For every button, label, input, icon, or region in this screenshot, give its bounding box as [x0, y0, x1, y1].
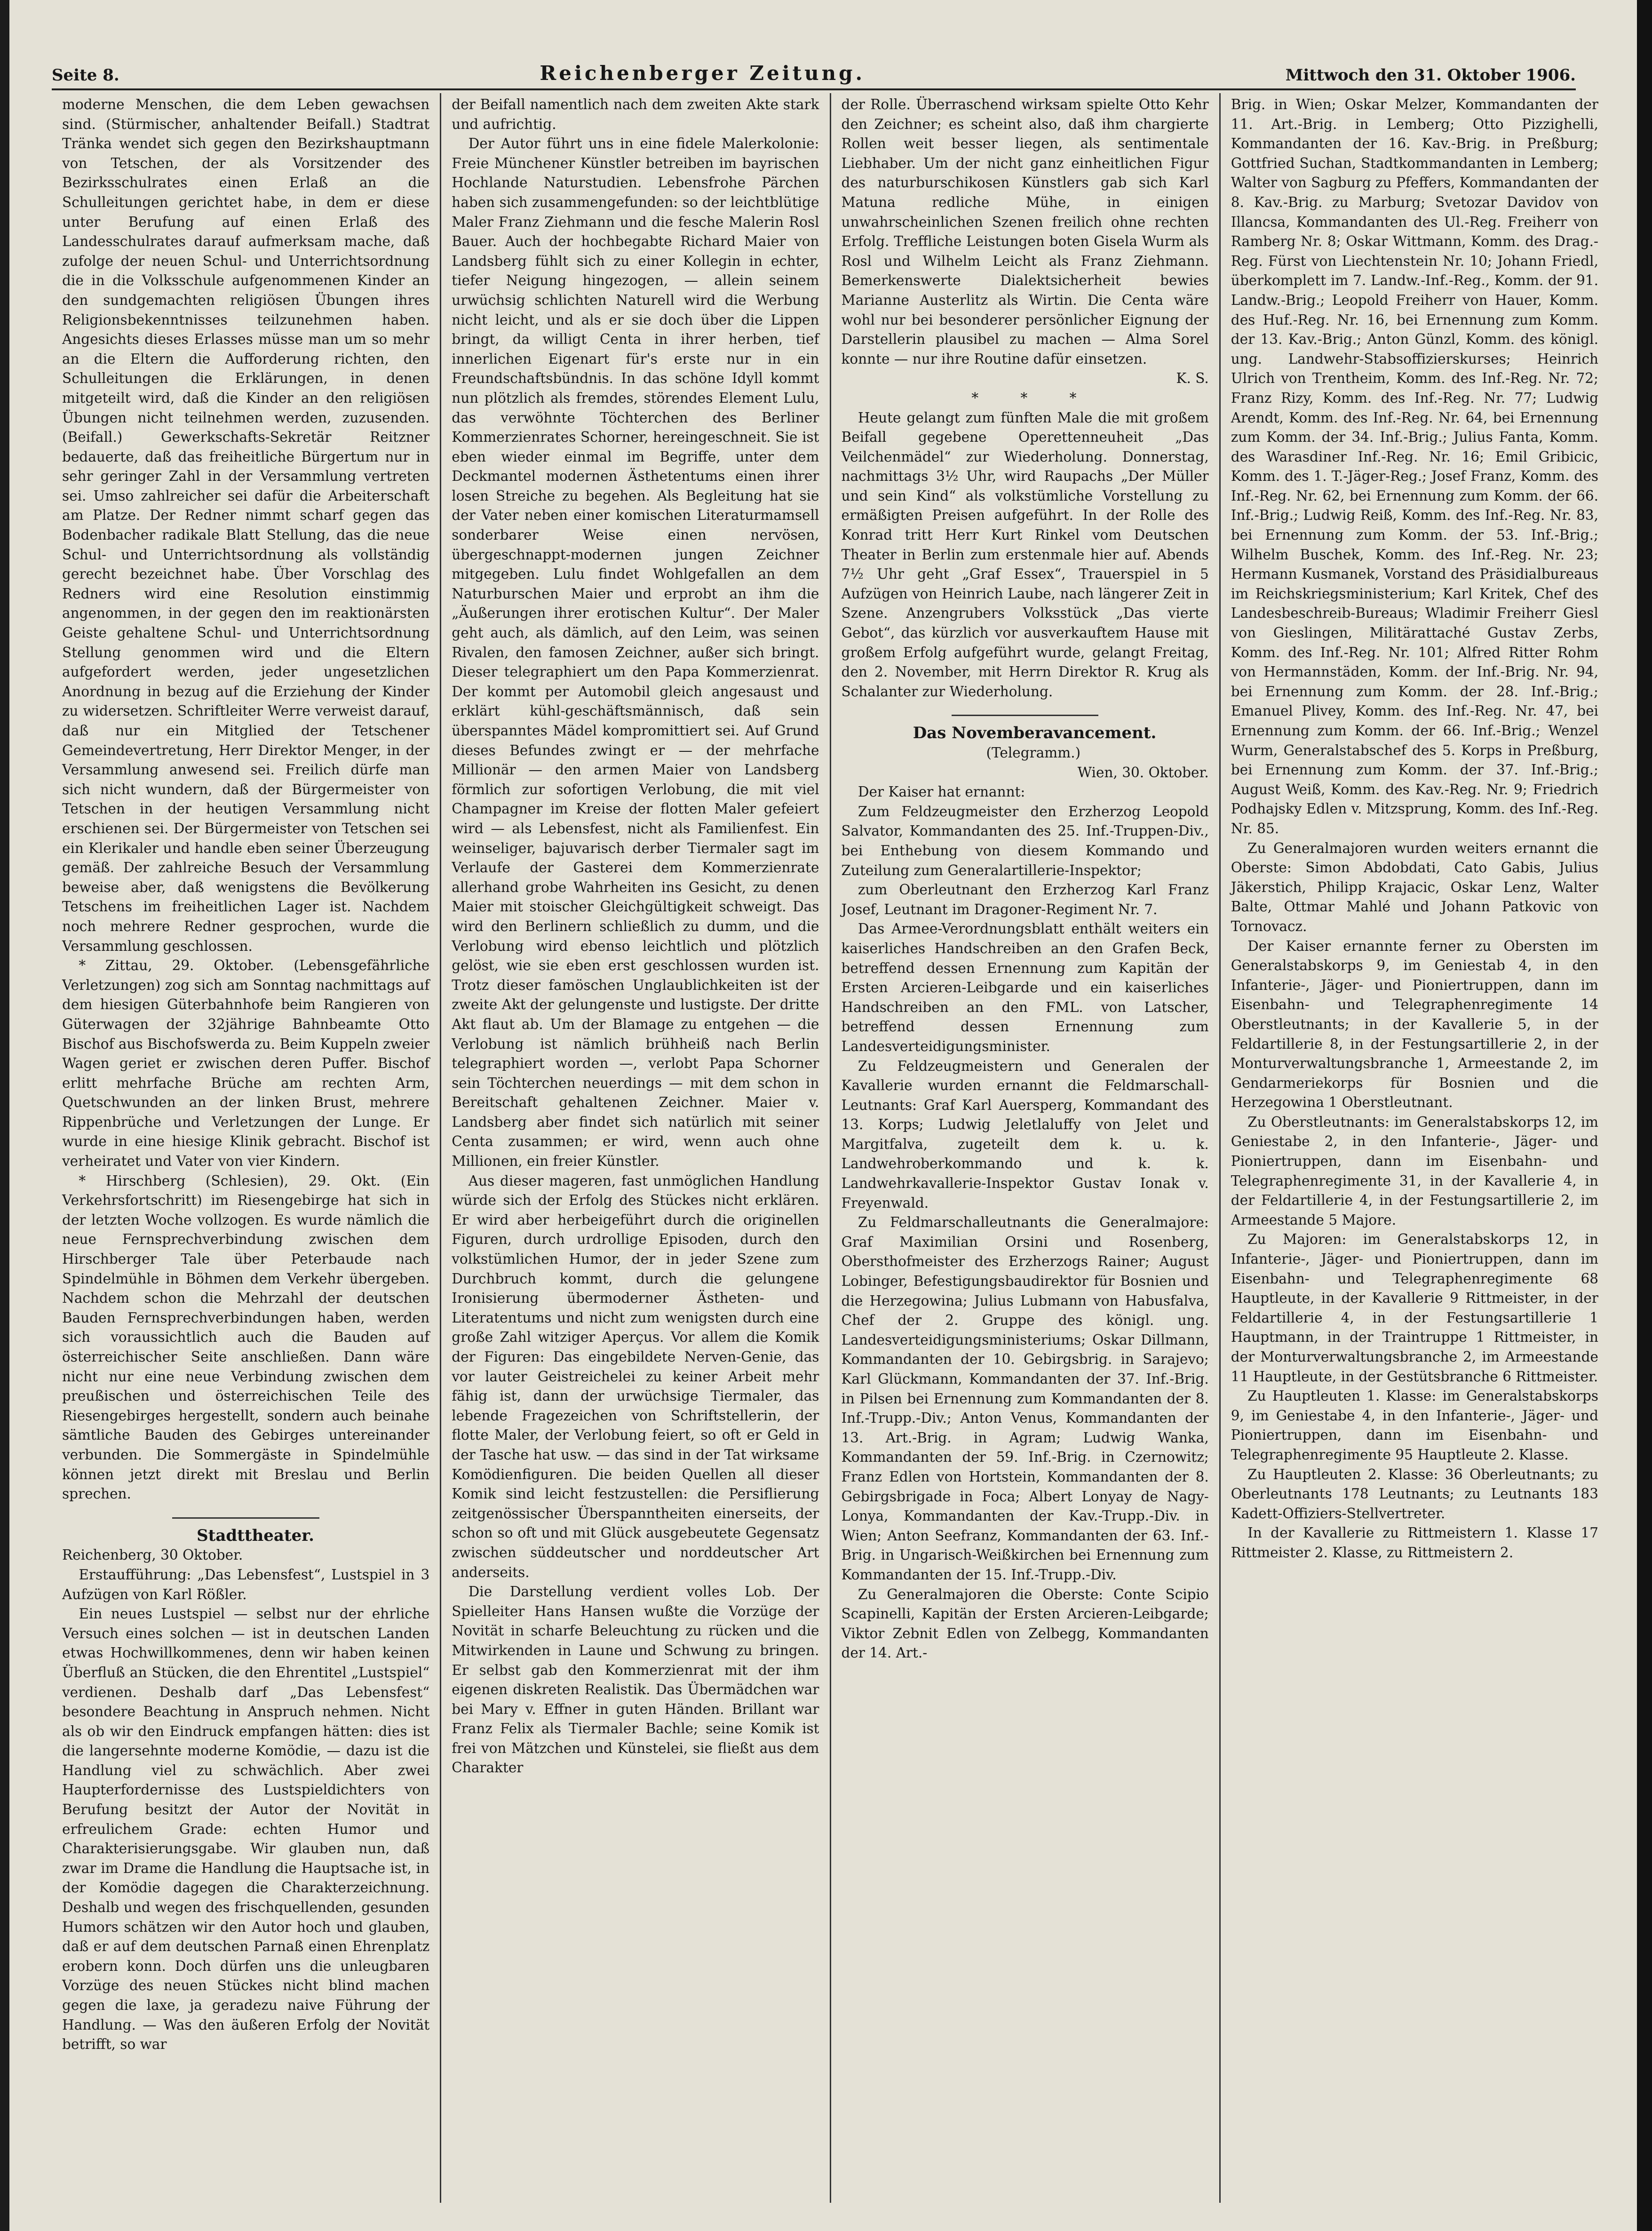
- section-divider: [172, 1517, 319, 1519]
- review-text: Der Autor führt uns in eine fidele Malerkolonie: Freie Münchener Künstler betreiben im bayrischen Hochlande Naturstudien. Lebensfrohe Pärchen haben sich zusammengefunden: so der leichtblütige Maler Franz Ziehmann und die fesche Malerin Rosl Bauer. Auch der hochbegabte Richard Maier von Landsberg fühlt sich zu einer Kollegin in echter, tiefer Neigung hingezogen, — allein seinem urwüchsig schlichten Naturell wird die Werbung nicht leicht, und als er sie doch über die Lippen bringt, da willigt Centa in ihrer herben, tief innerlichen Eigenart für's erste nur in ein Freundschaftsbündnis. In das schöne Idyll kommt nun plötzlich als fremdes, störendes Element Lulu, das verwöhnte Töchterchen des Berliner Kommerzienrates Schorner, hereingeschneit. Sie ist eben wieder einmal im Begriffe, unter dem Deckmantel modernen Ästhetentums einen ihrer losen Streiche zu begehen. Als Begleitung hat sie der Vater neben einer komischen Literaturmamsell sonderbarer Weise einen nervösen, übergeschnappt-modernen jungen Zeichner mitgegeben. Lulu findet Wohlgefallen an dem Naturburschen Maier und erprobt an ihm die „Äußerungen ihrer erotischen Kultur“. Der Maler geht auch, als dämlich, auf den Leim, was seinen Rivalen, den famosen Zeichner, außer sich bringt. Dieser telegraphiert um den Papa Kommerzienrat. Der kommt per Automobil gleich angesaust und erklärt kühl-geschäftsmännisch, daß sein überspanntes Mädel kompromittiert sei. Auf Grund dieses Befundes zwingt er — der mehrfache Millionär — den armen Maier von Landsberg förmlich zur sofortigen Verlobung, die mit viel Champagner im Kreise der flotten Maler gefeiert wird — als Lebensfest, nicht als Familienfest. Ein weinseliger, bajuvarisch derber Tiermaler sagt im Verlaufe der Gasterei dem Kommerzienrate allerhand grobe Wahrheiten ins Gesicht, zu denen Maier mit stoischer Gleichgültigkeit schweigt. Das wird den Berlinern schließlich zu dumm, und die Verlobung wird ebenso leichtlich und plötzlich gelöst, wie sie eben erst geschlossen wurden ist. Trotz dieser famöschen Unglaublichkeiten ist der zweite Akt der gelungenste und lustigste. Der dritte Akt flaut ab. Um der Blamage zu entgehen — die Verlobung ist nämlich brühheiß nach Berlin telegraphiert worden —, verlobt Papa Schorner sein Töchterchen neuerdings — mit dem schon in Bereitschaft gehaltenen Zeichner. Maier v. Landsberg aber findet sich natürlich mit seiner Centa zusammen; er wird, wenn auch ohne Millionen, ein freier Künstler.: [452, 135, 819, 1170]
- article-text: moderne Menschen, die dem Leben gewachsen sind. (Stürmischer, anhaltender Beifall.) Stadtrat Tränka wendet sich gegen den Bezirkshauptmann von Tetschen, der als Vorsitzender des Bezirksschulrates einen Erlaß an die Schulleitungen gerichtet habe, in dem er diese unter Berufung auf einen Erlaß des Landesschulrates darauf aufmerksam mache, daß zufolge der neuen Schul- und Unterrichtsordnung die in die Volksschule aufgenommenen Kinder an den sundgemachten religiösen Übungen ihres Religionsbekenntnisses teilzunehmen haben. Angesichts dieses Erlasses müsse man um so mehr an die Eltern die Aufforderung richten, den Schulleitungen die Erklärungen, in denen mitgeteilt wird, daß die Kinder an den religiösen Übungen nicht teilnehmen werden, zuzusenden. (Beifall.) Gewerkschafts-Sekretär Reitzner bedauerte, daß das freiheitliche Bürgertum nur in sehr geringer Zahl in der Versammlung vertreten sei. Umso zahlreicher sei dafür die Arbeiterschaft am Platze. Der Redner nimmt scharf gegen das Bodenbacher radikale Blatt Stellung, das die neue Schul- und Unterrichtsordnung als vollständig gerecht bezeichnet habe. Über Vorschlag des Redners wird eine Resolution einstimmig angenommen, in der gegen den im reaktionärsten Geiste gehaltene Schul- und Unterrichtsordnung Stellung genommen wird und die Eltern aufgefordert werden, jeder ungesetzlichen Anordnung in bezug auf die Erziehung der Kinder zu widersetzen. Schriftleiter Werre verweist darauf, daß nur ein Mitglied der Tetschener Gemeindevertretung, Herr Direktor Menger, in der Versammlung anwesend sei. Freilich dürfe man sich nicht wundern, daß der Bürgermeister von Tetschen in der heutigen Versammlung nicht erschienen sei. Der Bürgermeister von Tetschen sei ein Klerikaler und handle eben seiner Überzeugung gemäß. Der zahlreiche Besuch der Versammlung beweise aber, daß wenigstens die Bevölkerung Tetschens im freiheitlichen Lager ist. Nachdem noch mehrere Redner gesprochen, wurde die Versammlung geschlossen.: [62, 96, 430, 954]
- news-item-zittau: * Zittau, 29. Oktober. (Lebensgefährliche Verletzungen) zog sich am Sonntag nachmittags auf dem hiesigen Güterbahnhofe beim Rangieren von Güterwagen der 32jährige Bahnbeamte Otto Bischof aus Bischofswerda zu. Beim Kuppeln zweier Wagen geriet er zwischen deren Puffer. Bischof erlitt mehrfache Brüche am rechten Arm, Quetschwunden an der linken Brust, mehrere Rippenbrüche und Verletzungen der Lunge. Er wurde in eine hiesige Klinik gebracht. Bischof ist verheiratet und Vater von vier Kindern.: [62, 957, 430, 1170]
- article-text: Zum Feldzeugmeister den Erzherzog Leopold Salvator, Kommandanten des 25. Inf.-Truppen-Div., bei Enthebung von diesem Kommando und Zuteilung zum Generalartillerie-Inspektor;: [841, 803, 1209, 878]
- theater-notice: Heute gelangt zum fünften Male die mit großem Beifall gegebene Operettenneuheit „Das Veilchenmädel“ zur Wiederholung. Donnerstag, nachmittags 3½ Uhr, wird Raupachs „Der Müller und sein Kind“ als volkstümliche Vorstellung zu ermäßigten Preisen aufgeführt. In der Rolle des Konrad tritt Herr Kurt Rinkel vom Deutschen Theater in Berlin zum erstenmale hier auf. Abends 7½ Uhr geht „Graf Essex“, Trauerspiel in 5 Aufzügen von Heinrich Laube, nach längerer Zeit in Szene. Anzengrubers Volksstück „Das vierte Gebot“, das kürzlich vor ausverkauftem Hause mit großem Erfolg aufgeführt wurde, gelangt Freitag, den 2. November, mit Herrn Direktor R. Krug als Schalanter zur Wiederholung.: [841, 409, 1209, 700]
- article-text: Zu Generalmajoren die Oberste: Conte Scipio Scapinelli, Kapitän der Ersten Arcieren-Leibgarde; Viktor Zebnit Edlen von Zelbegg, Kommandanten der 14. Art.-: [841, 1586, 1209, 1661]
- section-divider: [952, 715, 1099, 716]
- column-4: [1221, 93, 1609, 2203]
- column-2: [441, 93, 831, 2203]
- article-text: Der Kaiser hat ernannt:: [858, 784, 1025, 800]
- dateline: Reichenberg, 30 Oktober.: [62, 1547, 243, 1563]
- section-stars: * * *: [971, 390, 1096, 406]
- author-signature: K. S.: [1176, 370, 1209, 387]
- review-text: Ein neues Lustspiel — selbst nur der ehrliche Versuch eines solchen — ist in deutschen Landen etwas Hochwillkommenes, denn wir haben keinen Überfluß an Stücken, die den Ehrentitel „Lustspiel“ verdienen. Deshalb darf „Das Lebensfest“ besondere Beachtung in Anspruch nehmen. Nicht als ob wir den Eindruck empfangen hätten: dies ist die langersehnte moderne Komödie, — dazu ist die Handlung viel zu schwächlich. Aber zwei Haupterfordernisse des Lustspieldichters von Berufung besitzt der Autor der Novität in erfreulichem Grade: echten Humor und Charakterisierungsgabe. Wir glauben nun, daß zwar im Drame die Handlung die Hauptsache ist, in der Komödie dagegen die Charakterzeichnung. Deshalb und wegen des frischquellenden, gesunden Humors schätzen wir den Autor hoch und glauben, daß er auf dem deutschen Parnaß einen Ehrenplatz erobern konn. Doch dürfen uns die unleugbaren Vorzüge des neuen Stückes nicht blind machen gegen die laxe, ja geradezu naive Führung der Handlung. — Was den äußeren Erfolg der Novität betrifft, so war: [62, 1606, 430, 2053]
- review-text: Die Darstellung verdient volles Lob. Der Spielleiter Hans Hansen wußte die Vorzüge der Novität in scharfe Beleuchtung zu rücken und die Mitwirkenden in Laune und Schwung zu bringen. Er selbst gab den Kommerzienrat mit der ihm eigenen diskreten Realistik. Das Übermädchen war bei Mary v. Effner in guten Händen. Brillant war Franz Felix als Tiermaler Bachle; seine Komik ist frei von Mätzchen und Künstelei, sie fließt aus dem Charakter: [452, 1584, 819, 1776]
- article-text: Zu Feldmarschalleutnants die Generalmajore: Graf Maximilian Orsini und Rosenberg, Obersthofmeister des Erzherzogs Rainer; August Lobinger, Befestigungsbaudirektor für Bosnien und die Herzegowina; Julius Lubmann von Habusfalva, Chef der 2. Gruppe des königl. ung. Landesverteidigungsministeriums; Oskar Dillmann, Kommandanten der 10. Gebirgsbrig. in Sarajevo; Karl Glückmann, Kommandanten der 37. Inf.-Brig. in Pilsen bei Ernennung zum Kommandanten der 8. Inf.-Trupp.-Div.; Anton Venus, Kommandanten der 13. Art.-Brig. in Agram; Ludwig Wanka, Kommandanten der 59. Inf.-Brig. in Czernowitz; Franz Edlen von Hortstein, Kommandanten der 8. Gebirgsbrigade in Foca; Albert Lonyay de Nagy-Lonya, Kommandanten der Kav.-Trupp.-Div. in Wien; Anton Seefranz, Kommandanten der 63. Inf.-Brig. in Ungarisch-Weißkirchen bei Ernennung zum Kommandanten der 15. Inf.-Trupp.-Div.: [841, 1214, 1209, 1583]
- column-3: [831, 93, 1221, 2203]
- text-columns: [52, 93, 1609, 2203]
- article-text: Brig. in Wien; Oskar Melzer, Kommandanten der 11. Art.-Brig. in Lemberg; Otto Pizzighelli, Kommandanten der 16. Kav.-Brig. in Preßburg; Gottfried Suchan, Stadtkommandanten in Lemberg; Walter von Sagburg zu Pfeffers, Kommandanten der 8. Kav.-Brig. zu Marburg; Svetozar Davidov von Illancsa, Kommandanten des Ul.-Reg. Freiherr von Ramberg Nr. 8; Oskar Wittmann, Komm. des Drag.-Reg. Fürst von Liechtenstein Nr. 10; Johann Friedl, überkomplett im 7. Landw.-Inf.-Reg., Komm. der 91. Landw.-Brig.; Leopold Freiherr von Hauer, Komm. des Huf.-Reg. Nr. 16, bei Ernennung zum Komm. der 13. Kav.-Brig.; Anton Günzl, Komm. des königl. ung. Landwehr-Stabsoffizierskurses; Heinrich Ulrich von Trentheim, Komm. des Inf.-Reg. Nr. 72; Franz Rizy, Komm. des Inf.-Reg. Nr. 77; Ludwig Arendt, Komm. des Inf.-Reg. Nr. 64, bei Ernennung zum Komm. der 34. Inf.-Brig.; Julius Fanta, Komm. des Warasdiner Inf.-Reg. Nr. 16; Emil Gribicic, Komm. des 1. T.-Jäger-Reg.; Josef Franz, Komm. des Inf.-Reg. Nr. 62, bei Ernennung zum Komm. der 66. Inf.-Brig.; Ludwig Reiß, Komm. des Inf.-Reg. Nr. 83, bei Ernennung zum Komm. der 53. Inf.-Brig.; Wilhelm Buschek, Komm. des Inf.-Reg. Nr. 23; Hermann Kusmanek, Vorstand des Präsidialbureaus im Reichskriegsministerium; Karl Kritek, Chef des Landesbeschreib-Bureaus; Wladimir Freiherr Giesl von Gieslingen, Militärattaché Gustav Zerbs, Komm. des Inf.-Reg. Nr. 101; Alfred Ritter Rohm von Hermannstäden, Komm. der Inf.-Brig. Nr. 94, bei Ernennung zum Komm. der 28. Inf.-Brig.; Emanuel Plivey, Komm. des Inf.-Reg. Nr. 47, bei Ernennung zum Komm. der 66. Inf.-Brig.; Wenzel Wurm, Generalstabschef des 5. Korps in Preßburg, bei Ernennung zum Komm. der 37. Inf.-Brig.; August Weiß, Komm. des Kav.-Reg. Nr. 9; Friedrich Podhajsky Edlen v. Mitzsprung, Komm. des Inf.-Reg. Nr. 85.: [1231, 96, 1598, 837]
- dateline: Wien, 30. Oktober.: [1077, 764, 1209, 781]
- article-text: Zu Oberstleutnants: im Generalstabskorps 12, im Geniestabe 2, in den Infanterie-, Jäger- und Pioniertruppen, dann im Eisenbahn- und Telegraphenregimente 31, in der Kavallerie 4, in der Feldartillerie 4, in der Festungsartillerie 2, im Armeestande 5 Majore.: [1231, 1114, 1598, 1228]
- news-item-hirschberg: * Hirschberg (Schlesien), 29. Okt. (Ein Verkehrsfortschritt) im Riesengebirge hat sich in der letzten Woche vollzogen. Es wurde nämlich die neue Fernsprechverbindung zwischen dem Hirschberger Tale über Peterbaude nach Spindelmühle in Böhmen dem Verkehr übergeben. Nachdem schon die Mehrzahl der deutschen Bauden Fernsprechverbindungen haben, werden sich voraussichtlich auch die Bauden auf österreichischer Seite anschließen. Dann wäre nicht nur eine neue Verbindung zwischen dem preußischen und österreichischen Teile des Riesengebirges hergestellt, sondern auch beinahe sämtliche Bauden des Gebirges untereinander verbunden. Die Sommergäste in Spindelmühle können jetzt direkt mit Breslau und Berlin sprechen.: [62, 1172, 430, 1502]
- review-text: Aus dieser mageren, fast unmöglichen Handlung würde sich der Erfolg des Stückes nicht erklären. Er wird aber herbeigeführt durch die originellen Figuren, durch urdrollige Episoden, durch den volkstümlichen Humor, der in jeder Szene zum Durchbruch kommt, durch die gelungene Ironisierung übermoderner Ästheten- und Literatentums und nicht zum wenigsten durch eine große Zahl witziger Aperçus. Vor allem die Komik der Figuren: Das eingebildete Nerven-Genie, das vor lauter Geistreichelei zu keiner Arbeit mehr fähig ist, dann der urwüchsige Tiermaler, das lebende Fragezeichen von Schriftstellerin, der flotte Maler, der Verlobung feiert, so oft er Geld in der Tasche hat usw. — das sind in der Tat wirksame Komödienfiguren. Die beiden Quellen all dieser Komik sind leicht festzustellen: die Persiflierung zeitgenössischer Überspanntheiten einerseits, der schon so oft und mit Glück ausgebeutete Gegensatz zwischen süddeutscher und norddeutscher Art anderseits.: [452, 1172, 819, 1580]
- newspaper-page: [9, 0, 1637, 2231]
- article-text: Zu Generalmajoren wurden weiters ernannt die Oberste: Simon Abdobdati, Cato Gabis, Julius Jäkerstich, Philipp Krajacic, Oskar Lenz, Walter Balte, Ottmar Mahlé und Johann Patkovic von Tornovacz.: [1231, 840, 1598, 934]
- article-text: Das Armee-Verordnungsblatt enthält weiters ein kaiserliches Handschreiben an den Grafen Beck, betreffend dessen Ernennung zum Kapitän der Ersten Arcieren-Leibgarde und ein kaiserliches Handschreiben an den FML. von Latscher, betreffend dessen Ernennung zum Landesverteidigungsminister.: [841, 921, 1209, 1054]
- masthead: Reichenberger Zeitung.: [540, 62, 866, 85]
- column-1: [52, 93, 441, 2203]
- section-title-stadttheater: Stadttheater.: [197, 1526, 314, 1545]
- article-text: In der Kavallerie zu Rittmeistern 1. Klasse 17 Rittmeister 2. Klasse, zu Rittmeistern 2.: [1231, 1525, 1598, 1561]
- page-number: Seite 8.: [52, 66, 119, 85]
- issue-date: Mittwoch den 31. Oktober 1906.: [1285, 66, 1576, 85]
- article-text: Zu Feldzeugmeistern und Generalen der Kavallerie wurden ernannt die Feldmarschall-Leutnants: Graf Karl Auersperg, Kommandant des 13. Korps; Ludwig Jeletlaluffy von Jelet und Margitfalva, zugeteilt dem k. u. k. Landwehroberkommando und k. k. Landwehrkavallerie-Inspektor Gustav Ionak v. Freyenwald.: [841, 1058, 1209, 1211]
- article-text: Zu Hauptleuten 1. Klasse: im Generalstabskorps 9, im Geniestabe 4, in den Infanterie-, Jäger- und Pioniertruppen, dann im Eisenbahn- und Telegraphenregimente 95 Hauptleute 2. Klasse.: [1231, 1388, 1598, 1463]
- scan-edge: [1637, 0, 1652, 2231]
- section-subtitle: (Telegramm.): [986, 745, 1081, 761]
- article-text: Der Kaiser ernannte ferner zu Obersten im Generalstabskorps 9, im Geniestab 4, in den Infanterie-, Jäger- und Pioniertruppen, dann im Eisenbahn- und Telegraphenregimente 14 Oberstleutnants; in der Kavallerie 5, in der Feldartillerie 8, in der Festungsartillerie 2, in der Monturverwaltungsbranche 1, Armeestande 2, im Gendarmeriekorps für Bosnien und die Herzegowina 1 Oberstleutnant.: [1231, 938, 1598, 1111]
- header-rule: [52, 88, 1576, 90]
- article-text: Zu Majoren: im Generalstabskorps 12, in Infanterie-, Jäger- und Pioniertruppen, dann im Eisenbahn- und Telegraphenregimente 68 Hauptleute, in der Kavallerie 9 Rittmeister, in der Feldartillerie 4, in der Festungsartillerie 1 Hauptmann, in der Traintruppe 1 Rittmeister, in der Monturverwaltungsbranche 2, im Armeestande 11 Hauptleute, in der Gestütsbranche 6 Rittmeister.: [1231, 1231, 1598, 1385]
- article-text: zum Oberleutnant den Erzherzog Karl Franz Josef, Leutnant im Dragoner-Regiment Nr. 7.: [841, 882, 1209, 917]
- section-title-avancement: Das Novemberavancement.: [913, 724, 1157, 743]
- review-lead: Erstaufführung: „Das Lebensfest“, Lustspiel in 3 Aufzügen von Karl Rößler.: [62, 1566, 430, 1602]
- page-header: [52, 52, 1576, 85]
- review-text: der Beifall namentlich nach dem zweiten Akte stark und aufrichtig.: [452, 96, 819, 132]
- article-text: Zu Hauptleuten 2. Klasse: 36 Oberleutnants; zu Oberleutnants 178 Leutnants; zu Leutnants 183 Kadett-Offiziers-Stellvertreter.: [1231, 1466, 1598, 1522]
- review-text: der Rolle. Überraschend wirksam spielte Otto Kehr den Zeichner; es scheint also, daß ihm chargierte Rollen weit besser liegen, als sentimentale Liebhaber. Um der nicht ganz einheitlichen Figur des naturburschikosen Künstlers gab sich Karl Matuna redliche Mühe, in einigen unwahrscheinlichen Szenen freilich ohne rechten Erfolg. Treffliche Leistungen boten Gisela Wurm als Rosl und Wilhelm Leicht als Franz Ziehmann. Bemerkenswerte Dialektsicherheit bewies Marianne Austerlitz als Wirtin. Die Centa wäre wohl nur bei besonderer persönlicher Eignung der Darstellerin plausibel zu machen — Alma Sorel konnte — nur ihre Routine dafür einsetzen.: [841, 96, 1209, 367]
